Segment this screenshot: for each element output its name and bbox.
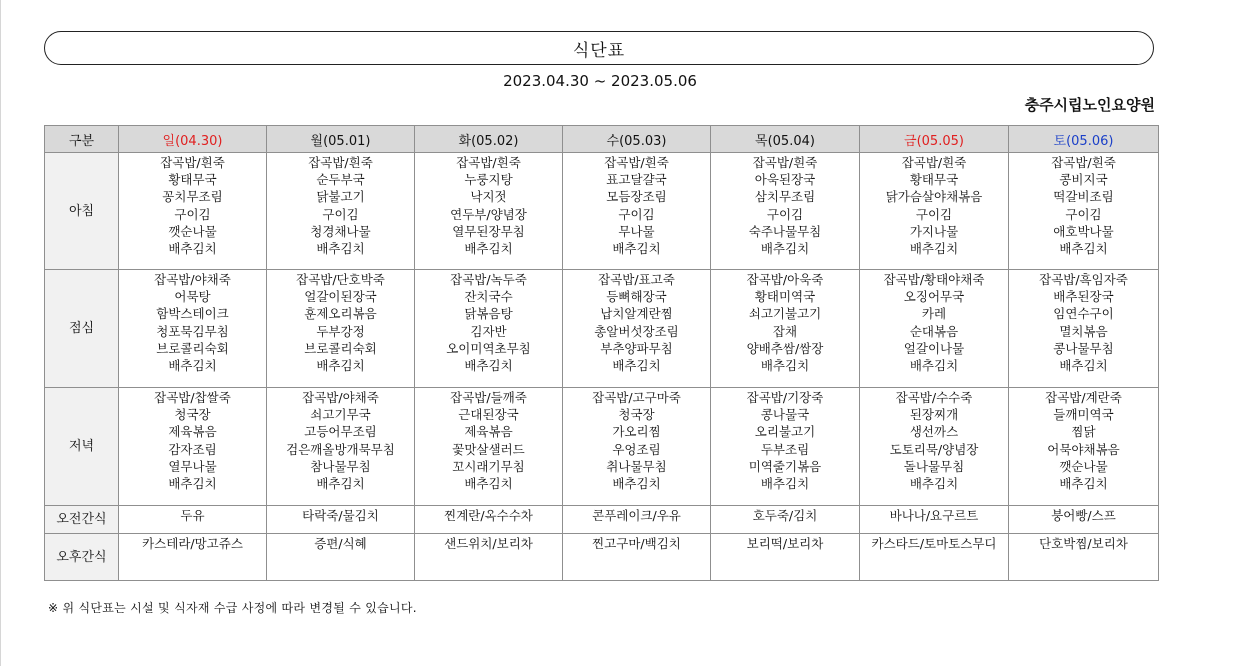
menu-item: 생선까스 (909, 424, 959, 440)
day-header-thursday: 목(05.04) (711, 126, 860, 153)
menu-item: 배추김치 (612, 241, 661, 257)
menu-item: 배추김치 (1059, 358, 1108, 374)
menu-item: 배추김치 (1059, 476, 1108, 492)
menu-cell (119, 153, 267, 270)
snack-cell: 찐고구마/백김치 (563, 534, 711, 581)
menu-item: 두부조림 (760, 441, 810, 457)
snack-cell: 카스타드/토마토스무디 (860, 534, 1009, 581)
menu-item: 황태미역국 (754, 289, 816, 305)
snack-label: 오후간식 (45, 534, 119, 581)
menu-cell (1009, 388, 1159, 506)
window-edge (0, 0, 1, 666)
menu-item: 배추김치 (909, 241, 959, 257)
day-header-monday: 월(05.01) (267, 126, 415, 153)
menu-item: 청경채나물 (310, 223, 371, 239)
menu-item: 연두부/양념장 (450, 206, 527, 222)
menu-item: 잡곡밥/흰죽 (456, 155, 521, 170)
menu-cell (563, 388, 711, 506)
menu-item: 배추김치 (1059, 241, 1108, 257)
menu-item: 근대된장국 (458, 407, 519, 423)
menu-item: 가지나물 (909, 223, 959, 239)
menu-cell (563, 153, 711, 270)
menu-item: 열무된장무침 (452, 223, 525, 239)
menu-item: 배추김치 (612, 358, 661, 374)
menu-cell (711, 388, 860, 506)
menu-cell (119, 388, 267, 506)
menu-item: 돌나물무침 (903, 458, 965, 474)
menu-cell (563, 270, 711, 388)
menu-item: 낙지젓 (470, 189, 507, 205)
menu-item: 잡곡밥/기장죽 (746, 390, 824, 405)
menu-cell (415, 153, 563, 270)
menu-item: 감자조림 (168, 441, 217, 457)
menu-item: 아욱된장국 (754, 172, 816, 188)
menu-item: 임연수구이 (1053, 306, 1114, 322)
menu-item: 콩나물국 (760, 407, 810, 423)
day-header-friday: 금(05.05) (860, 126, 1009, 153)
snack-cell: 바나나/요구르트 (860, 506, 1009, 534)
menu-item: 배추김치 (760, 358, 810, 374)
menu-item: 등뼈해장국 (606, 289, 667, 305)
menu-item: 제육볶음 (168, 424, 217, 440)
snack-cell: 보리떡/보리차 (711, 534, 860, 581)
snack-row-morning (45, 506, 1159, 534)
day-header-saturday: 토(05.06) (1009, 126, 1159, 153)
category-header: 구분 (45, 126, 119, 153)
menu-item: 순대볶음 (909, 323, 959, 339)
menu-item: 배추김치 (464, 358, 513, 374)
menu-item: 찜닭 (1071, 424, 1096, 440)
menu-item: 잡채 (772, 323, 798, 339)
menu-item: 잡곡밥/단호박죽 (296, 272, 385, 287)
menu-item: 닭가슴살야채볶음 (885, 189, 983, 205)
meal-row-dinner (45, 388, 1159, 506)
menu-cell (1009, 270, 1159, 388)
menu-cell (860, 270, 1009, 388)
snack-label: 오전간식 (45, 506, 119, 534)
menu-item: 청국장 (174, 407, 211, 423)
menu-item: 훈제오리볶음 (304, 306, 377, 322)
snack-row-afternoon (45, 534, 1159, 581)
menu-item: 콩비지국 (1059, 172, 1108, 188)
menu-item: 구이김 (766, 206, 804, 222)
menu-item: 납치알계란찜 (600, 306, 673, 322)
menu-item: 잡곡밥/야채죽 (302, 390, 379, 405)
menu-item: 떡갈비조림 (1053, 189, 1114, 205)
meal-row-lunch (45, 270, 1159, 388)
menu-item: 배추된장국 (1053, 289, 1114, 305)
menu-item: 오이미역초무침 (446, 340, 531, 356)
snack-cell: 콘푸레이크/우유 (563, 506, 711, 534)
snack-cell: 증편/식혜 (267, 534, 415, 581)
menu-item: 얼갈이나물 (903, 340, 965, 356)
footnote: ※ 위 식단표는 시설 및 식자재 수급 사정에 따라 변경될 수 있습니다. (48, 601, 417, 615)
menu-item: 모듬장조림 (606, 189, 667, 205)
menu-item: 배추김치 (316, 358, 365, 374)
snack-cell: 찐계란/옥수수차 (415, 506, 563, 534)
menu-item: 배추김치 (909, 358, 959, 374)
menu-item: 잡곡밥/흰죽 (901, 155, 967, 170)
menu-item: 두부강정 (316, 323, 365, 339)
menu-item: 구이김 (915, 206, 953, 222)
day-header-wednesday: 수(05.03) (563, 126, 711, 153)
menu-item: 들깨미역국 (1053, 407, 1114, 423)
menu-item: 취나물무침 (606, 458, 667, 474)
menu-item: 쇠고기불고기 (748, 306, 822, 322)
menu-item: 김자반 (470, 323, 507, 339)
menu-cell (711, 153, 860, 270)
header-row (45, 126, 1159, 153)
menu-item: 배추김치 (760, 241, 810, 257)
menu-item: 청국장 (618, 407, 655, 423)
menu-item: 배추김치 (909, 476, 959, 492)
menu-item: 배추김치 (168, 358, 217, 374)
menu-item: 배추김치 (760, 476, 810, 492)
menu-item: 얼갈이된장국 (304, 289, 377, 305)
day-header-sunday: 일(04.30) (119, 126, 267, 153)
menu-item: 잡곡밥/아욱죽 (746, 272, 824, 287)
menu-item: 잡곡밥/수수죽 (895, 390, 973, 405)
menu-item: 우엉조림 (612, 441, 661, 457)
snack-cell: 샌드위치/보리차 (415, 534, 563, 581)
menu-item: 카레 (921, 306, 947, 322)
menu-cell (860, 388, 1009, 506)
snack-cell: 두유 (119, 506, 267, 534)
facility-name: 충주시립노인요양원 (1024, 96, 1155, 114)
menu-item: 배추김치 (316, 476, 365, 492)
menu-cell (267, 388, 415, 506)
menu-item: 숙주나물무침 (748, 223, 822, 239)
menu-item: 황태무국 (168, 172, 217, 188)
menu-item: 표고달걀국 (606, 172, 667, 188)
snack-cell: 카스테라/망고쥬스 (119, 534, 267, 581)
menu-item: 잡곡밥/흑임자죽 (1039, 272, 1128, 287)
menu-cell (267, 153, 415, 270)
menu-item: 부추양파무침 (600, 340, 673, 356)
menu-item: 어묵야채볶음 (1047, 441, 1120, 457)
menu-item: 청포묵김무침 (156, 323, 229, 339)
meal-label: 저녁 (45, 388, 119, 506)
menu-item: 참나물무침 (310, 458, 371, 474)
menu-item: 된장찌개 (909, 407, 959, 423)
menu-item: 배추김치 (316, 241, 365, 257)
menu-item: 애호박나물 (1053, 223, 1114, 239)
meal-row-breakfast (45, 153, 1159, 270)
menu-item: 잔치국수 (464, 289, 513, 305)
menu-item: 닭볶음탕 (464, 306, 513, 322)
menu-item: 삼치무조림 (754, 189, 816, 205)
menu-cell (267, 270, 415, 388)
menu-item: 잡곡밥/녹두죽 (450, 272, 527, 287)
menu-item: 꽁치무조림 (162, 189, 223, 205)
menu-item: 구이김 (322, 206, 359, 222)
menu-item: 잡곡밥/흰죽 (308, 155, 373, 170)
menu-item: 잡곡밥/흰죽 (160, 155, 225, 170)
menu-cell (860, 153, 1009, 270)
menu-item: 깻순나물 (1059, 458, 1108, 474)
menu-item: 브로콜리숙회 (156, 340, 229, 356)
menu-item: 꼬시래기무침 (452, 458, 525, 474)
snack-cell: 호두죽/김치 (711, 506, 860, 534)
page-title: 식단표 (44, 31, 1154, 65)
menu-item: 잡곡밥/계란죽 (1045, 390, 1122, 405)
menu-item: 누룽지탕 (464, 172, 513, 188)
menu-item: 잡곡밥/흰죽 (604, 155, 669, 170)
meal-label: 점심 (45, 270, 119, 388)
menu-item: 열무나물 (168, 458, 217, 474)
menu-item: 잡곡밥/흰죽 (752, 155, 818, 170)
menu-item: 배추김치 (612, 476, 661, 492)
snack-cell: 타락죽/물김치 (267, 506, 415, 534)
menu-item: 콩나물무침 (1053, 340, 1114, 356)
menu-item: 양배추쌈/쌈장 (746, 340, 824, 356)
day-header-tuesday: 화(05.02) (415, 126, 563, 153)
menu-item: 배추김치 (464, 241, 513, 257)
snack-cell: 단호박찜/보리차 (1009, 534, 1159, 581)
menu-item: 제육볶음 (464, 424, 513, 440)
menu-cell (711, 270, 860, 388)
snack-cell: 붕어빵/스프 (1009, 506, 1159, 534)
menu-item: 잡곡밥/흰죽 (1051, 155, 1116, 170)
menu-item: 배추김치 (464, 476, 513, 492)
menu-cell (119, 270, 267, 388)
menu-cell (415, 388, 563, 506)
menu-item: 도토리묵/양념장 (889, 441, 979, 457)
menu-item: 황태무국 (909, 172, 959, 188)
menu-item: 잡곡밥/황태야채죽 (883, 272, 985, 287)
weekly-menu-table (44, 125, 1159, 581)
menu-item: 배추김치 (168, 241, 217, 257)
menu-item: 꽃맛살샐러드 (452, 441, 525, 457)
menu-item: 오리불고기 (754, 424, 816, 440)
menu-item: 구이김 (1065, 206, 1102, 222)
menu-item: 무나물 (618, 223, 655, 239)
menu-item: 잡곡밥/야채죽 (154, 272, 231, 287)
menu-item: 멸치볶음 (1059, 323, 1108, 339)
menu-item: 가오리찜 (612, 424, 661, 440)
menu-item: 브로콜리숙회 (304, 340, 377, 356)
menu-item: 어묵탕 (174, 289, 211, 305)
menu-item: 구이김 (618, 206, 655, 222)
menu-item: 검은깨올방개묵무침 (286, 441, 395, 457)
menu-item: 잡곡밥/들깨죽 (450, 390, 527, 405)
menu-item: 미역줄기볶음 (748, 458, 822, 474)
menu-cell (415, 270, 563, 388)
menu-item: 잡곡밥/찹쌀죽 (154, 390, 231, 405)
menu-item: 고등어무조림 (304, 424, 377, 440)
menu-period: 2023.04.30 ~ 2023.05.06 (503, 72, 697, 90)
menu-item: 순두부국 (316, 172, 365, 188)
menu-item: 배추김치 (168, 476, 217, 492)
menu-cell (1009, 153, 1159, 270)
menu-item: 닭불고기 (316, 189, 365, 205)
menu-item: 구이김 (174, 206, 211, 222)
menu-item: 잡곡밥/고구마죽 (592, 390, 681, 405)
menu-item: 잡곡밥/표고죽 (598, 272, 675, 287)
meal-label: 아침 (45, 153, 119, 270)
menu-item: 함박스테이크 (156, 306, 229, 322)
menu-item: 총알버섯장조림 (594, 323, 679, 339)
menu-item: 깻순나물 (168, 223, 217, 239)
menu-item: 오징어무국 (903, 289, 965, 305)
menu-item: 쇠고기무국 (310, 407, 371, 423)
